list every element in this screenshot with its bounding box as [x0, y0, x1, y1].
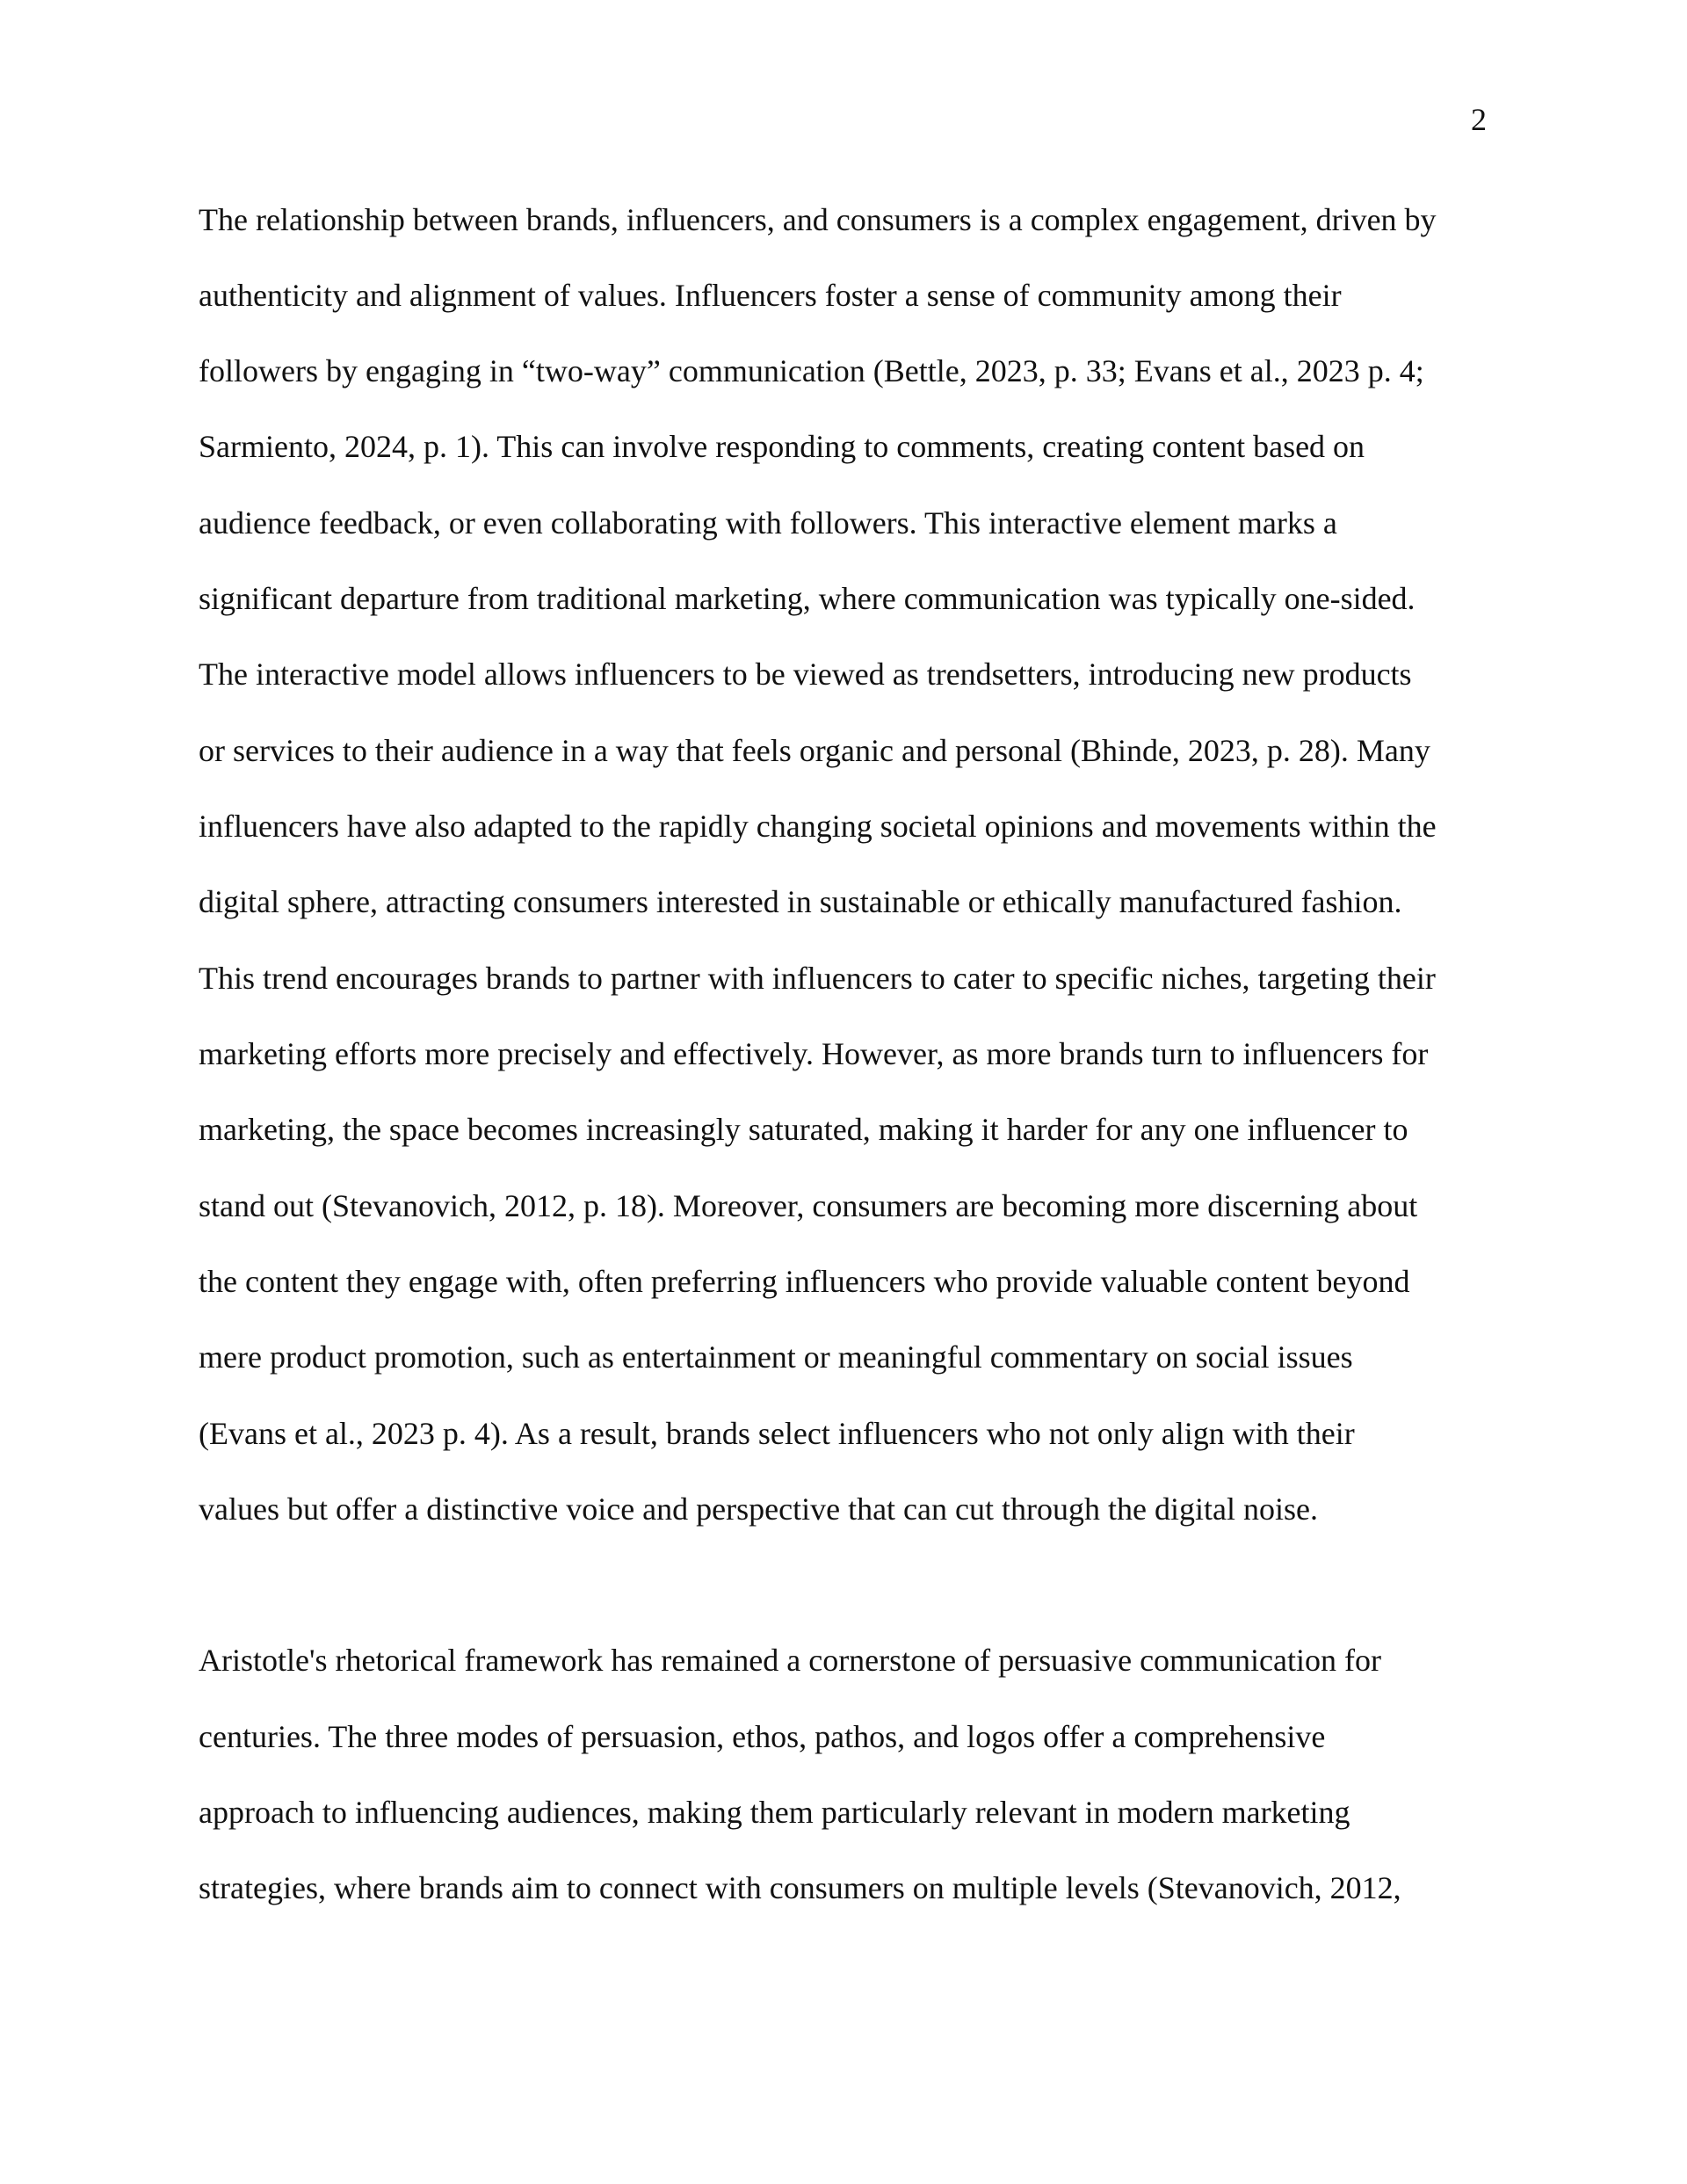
paragraph-line: approach to influencing audiences, making them particularly relevant in modern marketing — [199, 1795, 1350, 1830]
paragraph-line: The relationship between brands, influencers, and consumers is a complex engagement, driven by — [199, 202, 1437, 237]
paragraph-line: centuries. The three modes of persuasion, ethos, pathos, and logos offer a comprehensive — [199, 1719, 1326, 1754]
paragraph-line: authenticity and alignment of values. Influencers foster a sense of community among their — [199, 278, 1342, 313]
paragraph-line: influencers have also adapted to the rapidly changing societal opinions and movements within the — [199, 809, 1437, 844]
paragraph-line: strategies, where brands aim to connect with consumers on multiple levels (Stevanovich, 2012, — [199, 1870, 1401, 1905]
page-number: 2 — [1471, 102, 1487, 137]
paragraph-line: values but offer a distinctive voice and perspective that can cut through the digital noise. — [199, 1491, 1318, 1527]
paragraph-line: digital sphere, attracting consumers interested in sustainable or ethically manufactured fashion. — [199, 884, 1402, 919]
paragraph-line: Aristotle's rhetorical framework has remained a cornerstone of persuasive communication for — [199, 1643, 1381, 1678]
paragraph-line: the content they engage with, often preferring influencers who provide valuable content beyond — [199, 1264, 1410, 1299]
paragraph-line: significant departure from traditional marketing, where communication was typically one-sided. — [199, 581, 1415, 616]
paragraph-line: mere product promotion, such as entertainment or meaningful commentary on social issues — [199, 1339, 1353, 1375]
paragraph-line: (Evans et al., 2023 p. 4). As a result, brands select influencers who not only align with their — [199, 1416, 1355, 1451]
paragraph-line: marketing, the space becomes increasingly saturated, making it harder for any one influencer to — [199, 1112, 1408, 1147]
paragraph-line: followers by engaging in “two-way” communication (Bettle, 2023, p. 33; Evans et al., 2023 p. 4; — [199, 353, 1424, 388]
paragraph-line: or services to their audience in a way that feels organic and personal (Bhinde, 2023, p. 28). Many — [199, 733, 1430, 768]
paragraph-line: Sarmiento, 2024, p. 1). This can involve responding to comments, creating content based on — [199, 429, 1365, 464]
paragraph-line: audience feedback, or even collaborating with followers. This interactive element marks a — [199, 505, 1337, 541]
paragraph-line: This trend encourages brands to partner with influencers to cater to specific niches, targeting their — [199, 961, 1436, 996]
paragraph-line: marketing efforts more precisely and effectively. However, as more brands turn to influencers for — [199, 1036, 1429, 1071]
paragraph-line: The interactive model allows influencers to be viewed as trendsetters, introducing new products — [199, 657, 1412, 692]
paragraph-line: stand out (Stevanovich, 2012, p. 18). Moreover, consumers are becoming more discerning about — [199, 1188, 1418, 1223]
